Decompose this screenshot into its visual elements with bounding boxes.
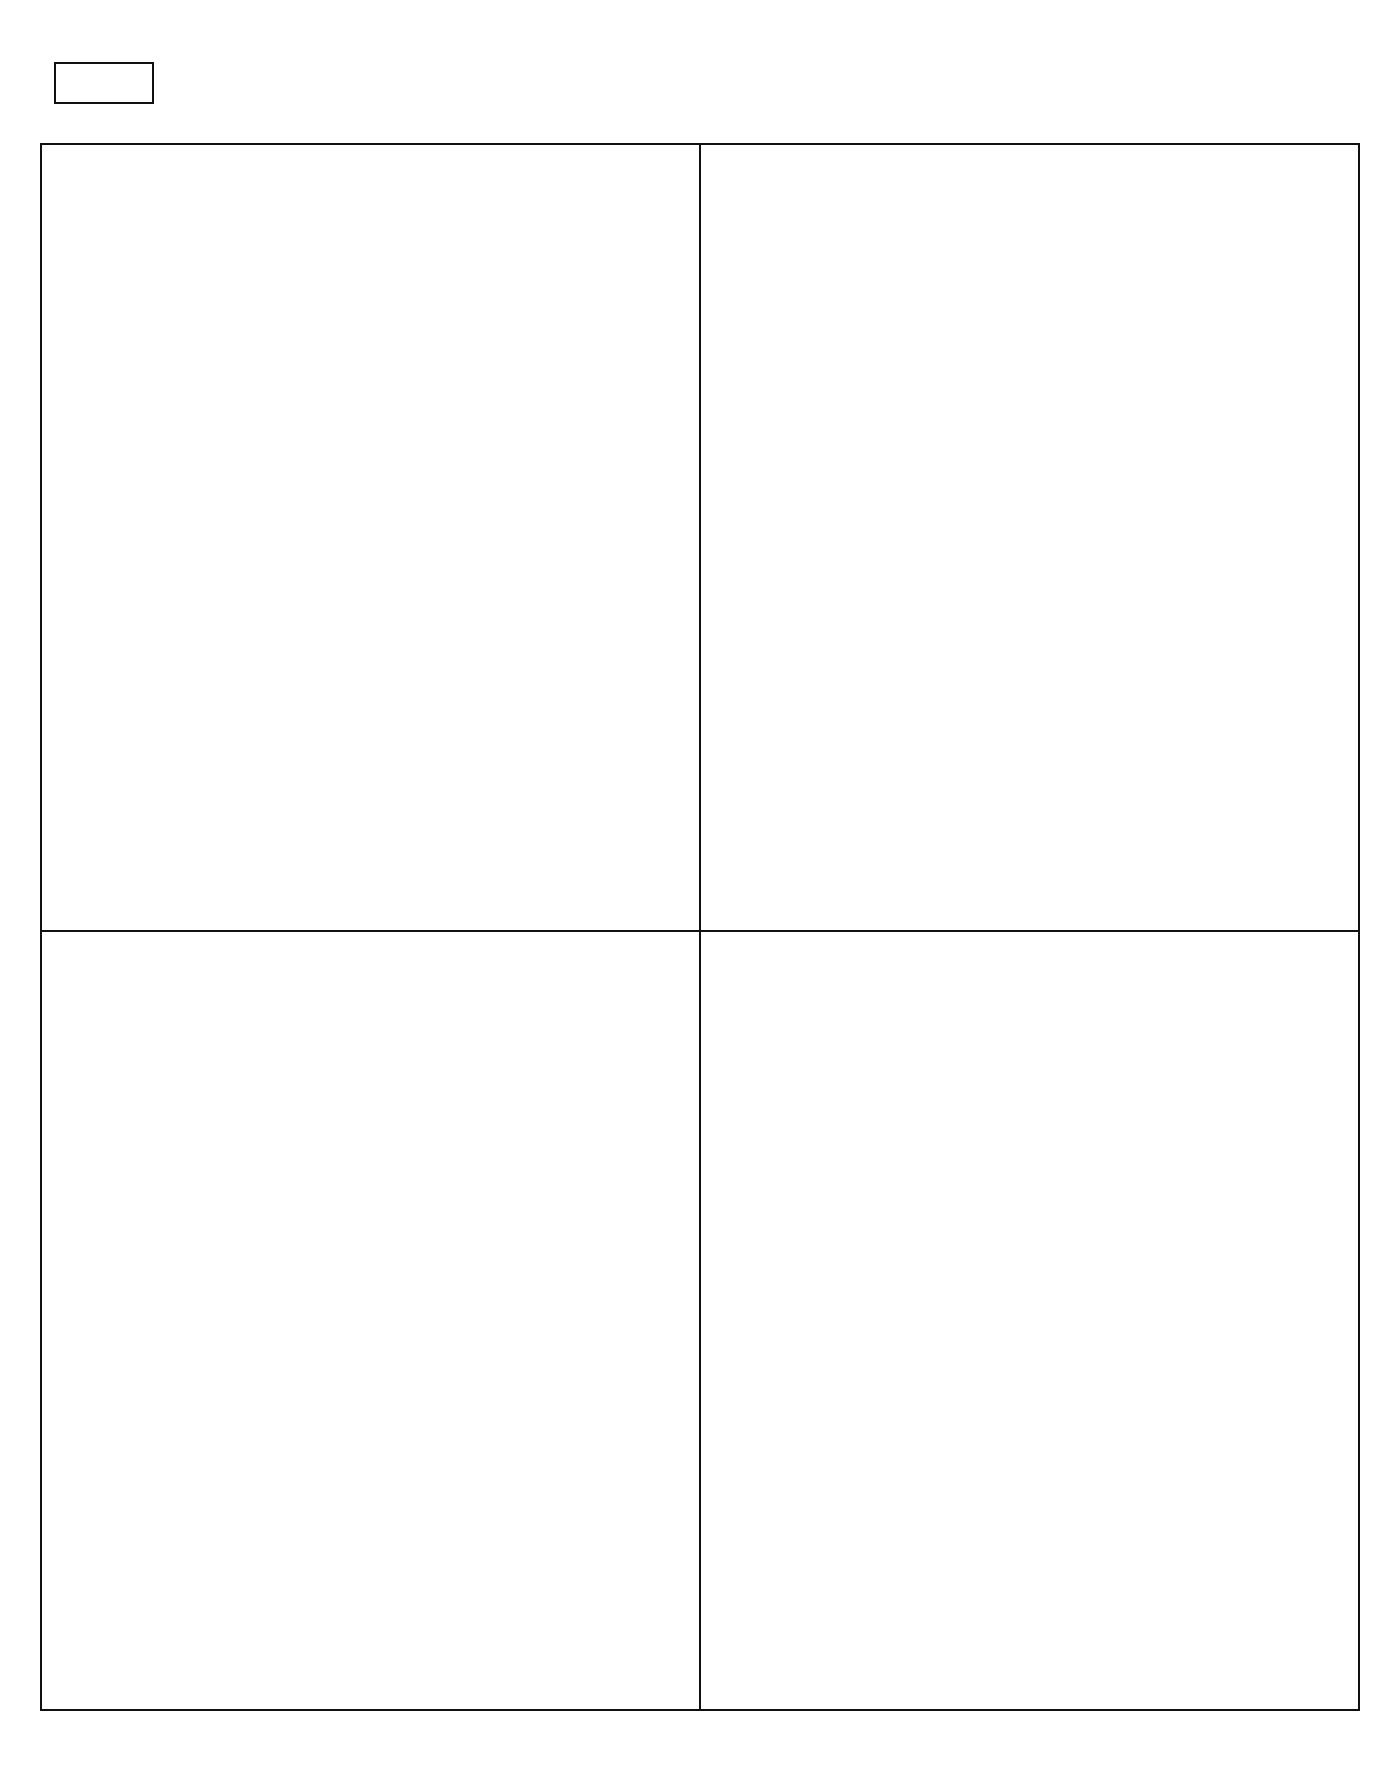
table-divider-horizontal (40, 930, 1360, 932)
task-number (54, 62, 154, 104)
table-divider-vertical (699, 143, 701, 1711)
